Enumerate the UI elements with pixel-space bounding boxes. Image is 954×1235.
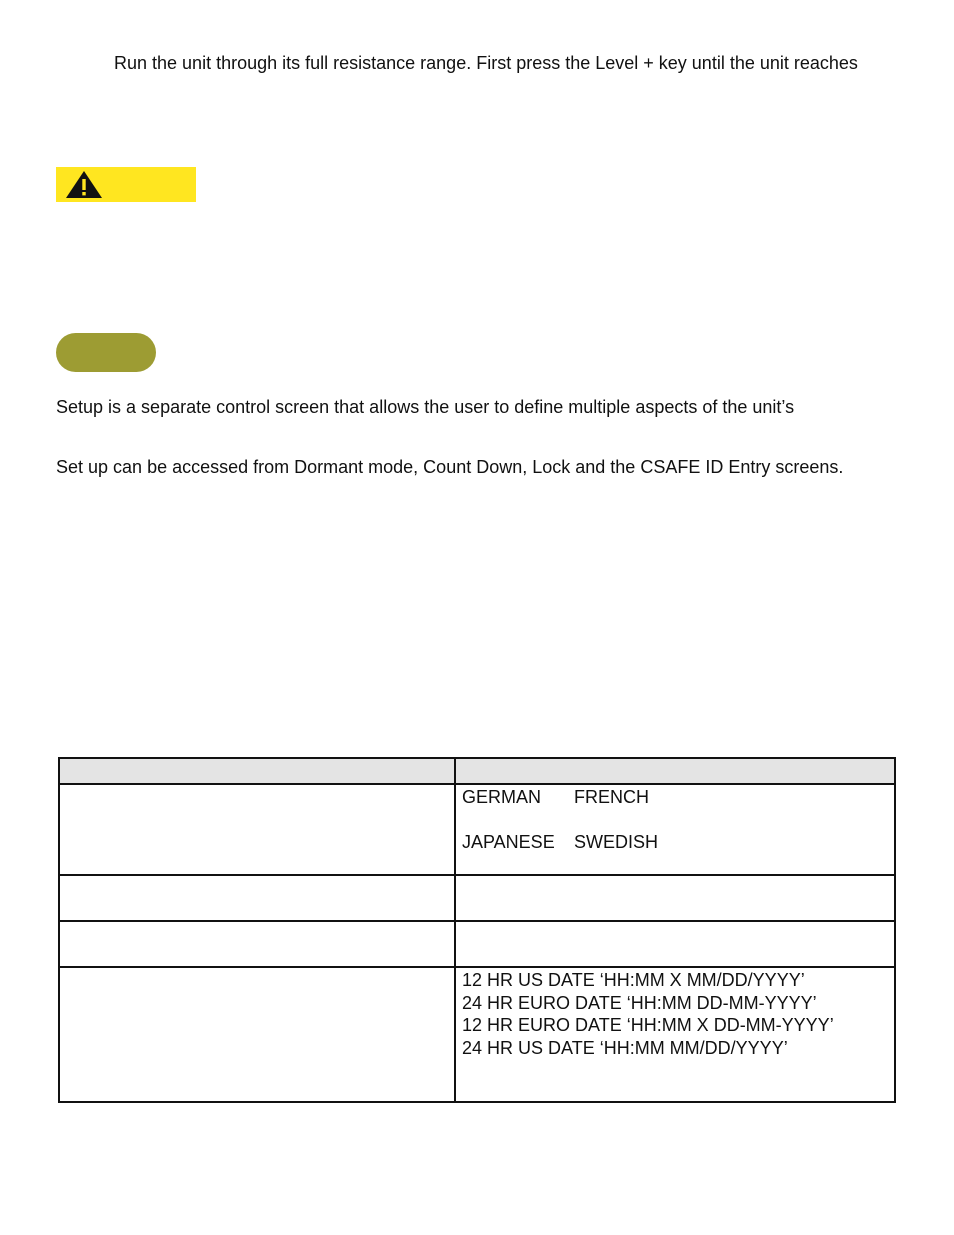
time-format-option: 12 HR US DATE ‘HH:MM X MM/DD/YYYY’ bbox=[462, 970, 805, 990]
table-row-time-format bbox=[59, 967, 895, 1102]
table-cell-time-format-label bbox=[59, 967, 455, 1102]
language-option: JAPANESE bbox=[462, 832, 555, 852]
language-option: FRENCH bbox=[574, 787, 649, 807]
table-header-row bbox=[59, 758, 895, 784]
table-row bbox=[59, 875, 895, 921]
note-badge bbox=[56, 333, 156, 372]
table-row-language bbox=[59, 784, 895, 875]
table-cell-language-label bbox=[59, 784, 455, 875]
time-format-option: 12 HR EURO DATE ‘HH:MM X DD-MM-YYYY’ bbox=[462, 1015, 834, 1035]
time-format-option: 24 HR EURO DATE ‘HH:MM DD-MM-YYYY’ bbox=[462, 992, 817, 1013]
table-cell-time-format-options bbox=[455, 967, 895, 1102]
intro-text: Run the unit through its full resistance range. First press the Level + key until the unit reaches bbox=[114, 53, 858, 73]
warning-triangle-icon bbox=[65, 170, 103, 199]
setup-access-text: Set up can be accessed from Dormant mode, Count Down, Lock and the CSAFE ID Entry screens. bbox=[56, 457, 844, 477]
table-header-cell-right bbox=[455, 758, 895, 784]
time-format-option: 24 HR US DATE ‘HH:MM MM/DD/YYYY’ bbox=[462, 1037, 788, 1058]
table-cell bbox=[59, 921, 455, 967]
setup-description: Setup is a separate control screen that allows the user to define multiple aspects of the unit’s bbox=[56, 397, 795, 417]
table-cell bbox=[59, 875, 455, 921]
language-option: SWEDISH bbox=[574, 832, 659, 852]
table-cell bbox=[455, 875, 895, 921]
caution-banner bbox=[56, 167, 196, 202]
language-option: GERMAN bbox=[462, 787, 542, 807]
table-cell-language-options bbox=[455, 784, 895, 875]
setup-options-table bbox=[58, 757, 896, 1103]
table-cell bbox=[455, 921, 895, 967]
table-row bbox=[59, 921, 895, 967]
table-header-cell-left bbox=[59, 758, 455, 784]
